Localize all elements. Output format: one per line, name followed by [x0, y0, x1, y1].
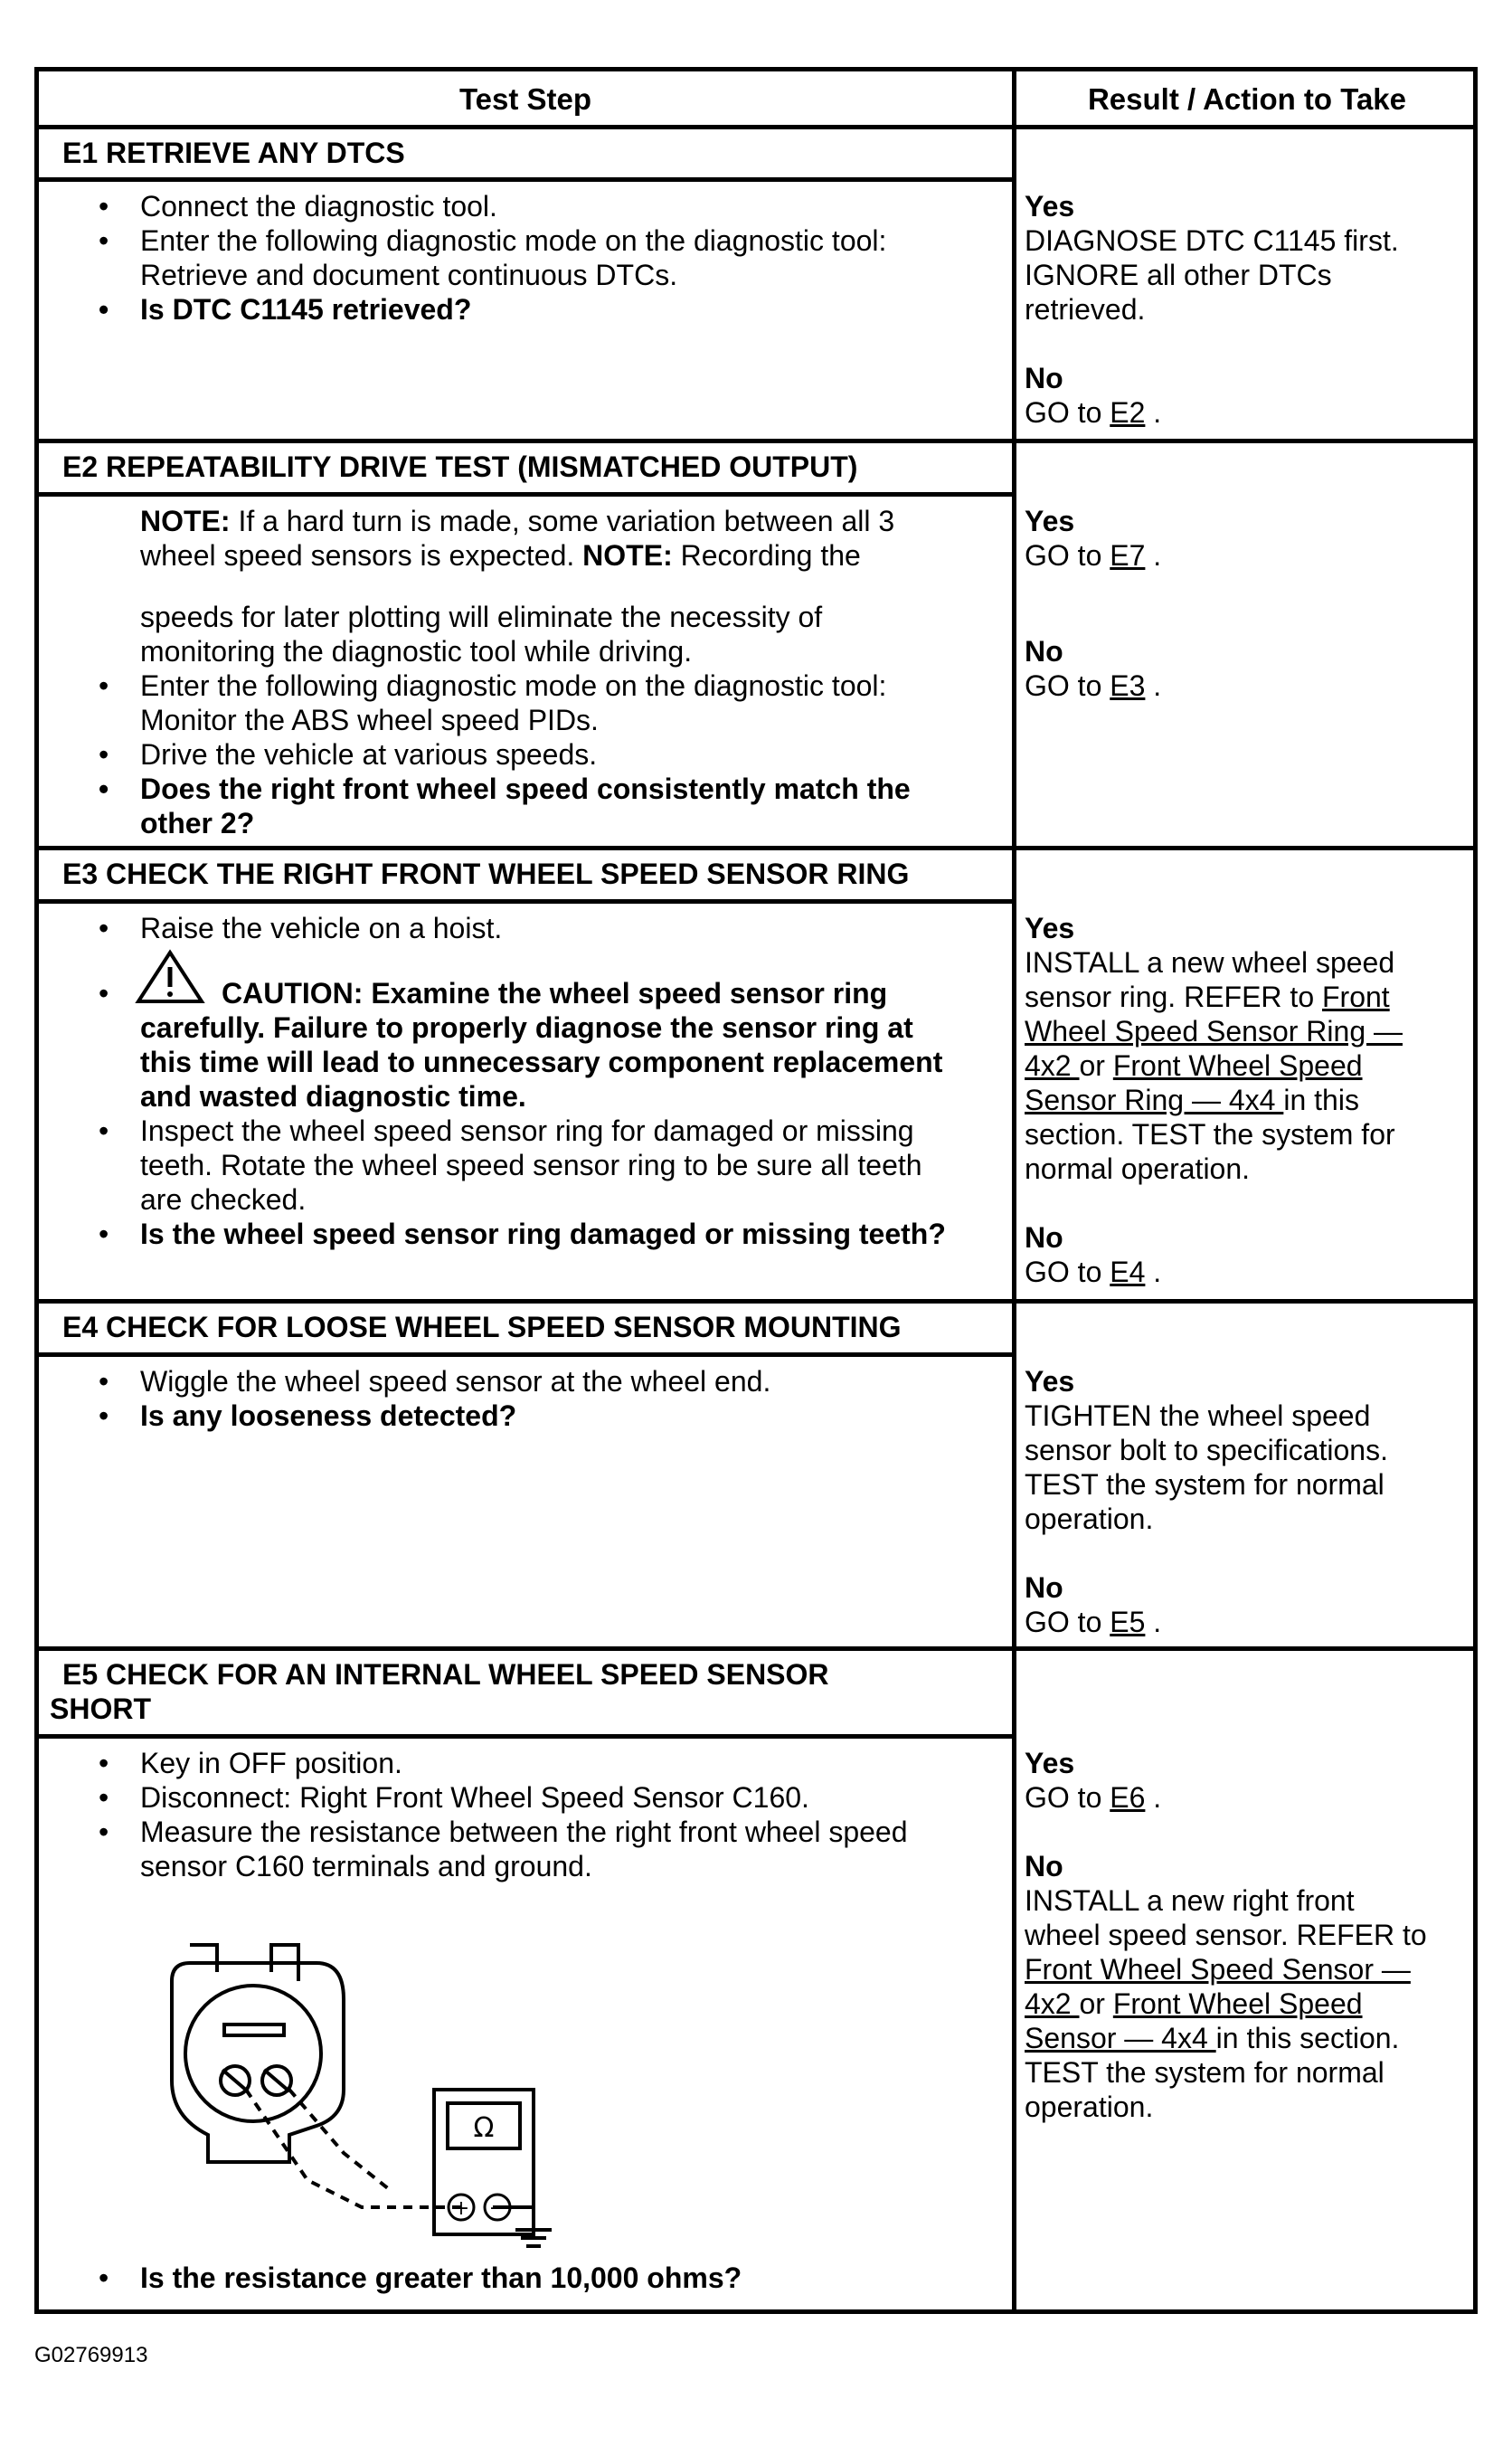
row-divider	[39, 1299, 1473, 1304]
list-item-question: • Does the right front wheel speed consistently match the	[99, 773, 911, 805]
bullet: •	[99, 1747, 109, 1779]
row-divider	[39, 1352, 1012, 1357]
caution-text: CAUTION: Examine the wheel speed sensor ring	[222, 977, 888, 1010]
column-header-result: Result / Action to Take	[1087, 82, 1407, 116]
result-text: in this section.	[1215, 2022, 1400, 2054]
list-item-continuation: Retrieve and document continuous DTCs.	[140, 259, 678, 291]
go-to-text: GO to	[1025, 396, 1102, 429]
link-ring-4x4[interactable]: Sensor Ring — 4x4	[1025, 1084, 1284, 1116]
bullet: •	[99, 977, 109, 1010]
result-e4: Yes TIGHTEN the wheel speed sensor bolt to specifications. TEST the system for normal operation. No GO to E5 .	[1025, 1365, 1388, 1638]
link-sensor-4x4[interactable]: Front Wheel Speed	[1112, 1987, 1363, 2020]
link-e7[interactable]: E7	[1110, 539, 1146, 572]
yes-label: Yes	[1025, 190, 1075, 223]
step-heading-e5: E5 CHECK FOR AN INTERNAL WHEEL SPEED SENSOR	[62, 1658, 829, 1691]
list-item-question: Is the wheel speed sensor ring damaged or missing teeth?	[140, 1218, 946, 1250]
no-label: No	[1025, 362, 1063, 394]
result-text: operation.	[1025, 1503, 1154, 1535]
note-line: monitoring the diagnostic tool while driving.	[140, 635, 693, 668]
caution-icon	[135, 949, 205, 1007]
caution-text: and wasted diagnostic time.	[140, 1080, 526, 1113]
list-item-continuation: are checked.	[140, 1183, 307, 1216]
link-sensor-4x4[interactable]: Sensor — 4x4	[1025, 2022, 1216, 2054]
link-e2[interactable]: E2	[1110, 396, 1146, 429]
ohm-symbol: Ω	[473, 2112, 495, 2144]
list-item: • Drive the vehicle at various speeds.	[99, 738, 598, 771]
list-item: Inspect the wheel speed sensor ring for damaged or missing	[140, 1114, 914, 1147]
step-list-e1	[39, 189, 886, 327]
list-item-continuation: other 2?	[140, 807, 255, 839]
list-item: Wiggle the wheel speed sensor at the wheel end.	[140, 1365, 771, 1398]
go-to-text: GO to	[1025, 669, 1102, 702]
result-text: IGNORE all other DTCs	[1025, 259, 1332, 291]
link-ring-4x4[interactable]: Front Wheel Speed	[1112, 1049, 1363, 1082]
column-header-test-step: Test Step	[458, 82, 592, 116]
list-item-continuation: Monitor the ABS wheel speed PIDs.	[140, 704, 599, 736]
bullet: •	[99, 1218, 109, 1250]
row-divider	[39, 899, 1012, 904]
bullet: •	[99, 1816, 109, 1848]
yes-label: Yes	[1025, 1365, 1075, 1398]
figure-id: G02769913	[34, 2343, 148, 2367]
bullet: •	[99, 1365, 109, 1398]
list-item-question: Is the resistance greater than 10,000 ohms?	[140, 2262, 742, 2294]
result-text: TEST the system for normal	[1025, 1468, 1384, 1501]
row-divider	[39, 1734, 1012, 1739]
result-text: INSTALL a new right front	[1025, 1884, 1355, 1917]
go-to-text: GO to	[1025, 1781, 1102, 1814]
result-text: INSTALL a new wheel speed	[1025, 946, 1395, 979]
row-divider	[39, 846, 1473, 850]
result-text: normal operation.	[1025, 1152, 1251, 1185]
result-text: sensor bolt to specifications.	[1025, 1434, 1388, 1466]
link-ring-4x2[interactable]: 4x2	[1025, 1049, 1080, 1082]
row-divider	[39, 439, 1473, 443]
result-text: DIAGNOSE DTC C1145 first.	[1025, 224, 1399, 257]
result-text: TIGHTEN the wheel speed	[1025, 1399, 1371, 1432]
plus-terminal: +	[452, 2197, 470, 2220]
ohmmeter-icon	[434, 2090, 534, 2234]
result-text: retrieved.	[1025, 293, 1146, 326]
list-item-question: • Is DTC C1145 retrieved?	[99, 293, 472, 326]
list-item: Raise the vehicle on a hoist.	[140, 912, 503, 944]
row-divider	[39, 125, 1473, 129]
link-ring-4x2[interactable]: Wheel Speed Sensor Ring —	[1025, 1015, 1403, 1048]
link-e6[interactable]: E6	[1110, 1781, 1146, 1814]
link-e3[interactable]: E3	[1110, 669, 1146, 702]
note-line: wheel speed sensors is expected. NOTE: Recording the	[140, 539, 861, 572]
result-text: or	[1079, 1049, 1113, 1082]
yes-label: Yes	[1025, 1747, 1075, 1779]
no-label: No	[1025, 635, 1063, 668]
result-text: operation.	[1025, 2091, 1154, 2123]
result-e2: Yes GO to E7 . No GO to E3 .	[1025, 505, 1162, 702]
list-item: • Enter the following diagnostic mode on the diagnostic tool:	[99, 224, 887, 257]
no-label: No	[1025, 1221, 1063, 1254]
yes-label: Yes	[1025, 912, 1075, 944]
list-item-continuation: sensor C160 terminals and ground.	[140, 1850, 592, 1882]
link-ring-4x2[interactable]: Front	[1322, 981, 1390, 1013]
sensor-connector-illustration	[172, 1945, 344, 2162]
go-to-text: GO to	[1025, 1256, 1102, 1288]
step-heading-e5-cont: SHORT	[50, 1693, 151, 1725]
go-to-text: GO to	[1025, 1606, 1102, 1638]
note-line: NOTE: If a hard turn is made, some variation between all 3	[140, 505, 895, 537]
row-divider	[39, 177, 1012, 182]
result-e5: Yes GO to E6 . No INSTALL a new right front wheel speed sensor. REFER to Front Wheel Speed Sensor — 4x2 or Front Wheel Speed Sensor — 4x4 in this section. TEST the system for normal operation.	[1025, 1747, 1427, 2123]
column-divider	[1012, 71, 1016, 2309]
bullet: •	[99, 1781, 109, 1814]
result-text: or	[1079, 1987, 1113, 2020]
sensor-ohmmeter-diagram	[136, 1918, 732, 2271]
list-item-continuation: teeth. Rotate the wheel speed sensor ring to be sure all teeth	[140, 1149, 922, 1181]
no-label: No	[1025, 1850, 1063, 1882]
step-list-e2	[39, 669, 911, 840]
link-e5[interactable]: E5	[1110, 1606, 1146, 1638]
result-text: wheel speed sensor. REFER to	[1025, 1919, 1427, 1951]
caution-text: this time will lead to unnecessary component replacement	[140, 1046, 943, 1078]
no-label: No	[1025, 1571, 1063, 1604]
step-heading-e1: E1 RETRIEVE ANY DTCS	[62, 137, 405, 169]
list-item: • Connect the diagnostic tool.	[99, 190, 497, 223]
link-sensor-4x2[interactable]: 4x2	[1025, 1987, 1080, 2020]
bullet: •	[99, 2262, 109, 2294]
link-e4[interactable]: E4	[1110, 1256, 1146, 1288]
go-to-text: GO to	[1025, 539, 1102, 572]
list-item: Disconnect: Right Front Wheel Speed Sensor C160.	[140, 1781, 809, 1814]
link-sensor-4x2[interactable]: Front Wheel Speed Sensor —	[1025, 1953, 1411, 1986]
step-heading-e2: E2 REPEATABILITY DRIVE TEST (MISMATCHED OUTPUT)	[62, 450, 858, 483]
result-text: TEST the system for normal	[1025, 2056, 1384, 2089]
step-heading-e4: E4 CHECK FOR LOOSE WHEEL SPEED SENSOR MOUNTING	[62, 1311, 902, 1343]
row-divider	[39, 1646, 1473, 1651]
list-item: Measure the resistance between the right front wheel speed	[140, 1816, 908, 1848]
list-item: Key in OFF position.	[140, 1747, 402, 1779]
note-line: speeds for later plotting will eliminate the necessity of	[140, 601, 823, 633]
list-item-question: Is any looseness detected?	[140, 1399, 517, 1432]
bullet: •	[99, 912, 109, 944]
result-text: in this	[1283, 1084, 1359, 1116]
minus-terminal: −	[488, 2197, 506, 2220]
result-text: sensor ring. REFER to	[1025, 981, 1322, 1013]
step-heading-e3: E3 CHECK THE RIGHT FRONT WHEEL SPEED SENSOR RING	[62, 858, 910, 890]
row-divider	[39, 492, 1012, 497]
bullet: •	[99, 1399, 109, 1432]
caution-text: carefully. Failure to properly diagnose the sensor ring at	[140, 1011, 913, 1044]
result-e3: Yes INSTALL a new wheel speed sensor ring. REFER to Front Wheel Speed Sensor Ring — 4x2 or Front Wheel Speed Sensor Ring — 4x4 in this section. TEST the system for normal operation. No GO to E4 .	[1025, 912, 1403, 1288]
bullet: •	[99, 1114, 109, 1147]
yes-label: Yes	[1025, 505, 1075, 537]
result-e1: Yes DIAGNOSE DTC C1145 first. IGNORE all other DTCs retrieved. No GO to E2 .	[1025, 190, 1399, 429]
result-text: section. TEST the system for	[1025, 1118, 1395, 1151]
list-item: • Enter the following diagnostic mode on the diagnostic tool:	[99, 669, 887, 702]
